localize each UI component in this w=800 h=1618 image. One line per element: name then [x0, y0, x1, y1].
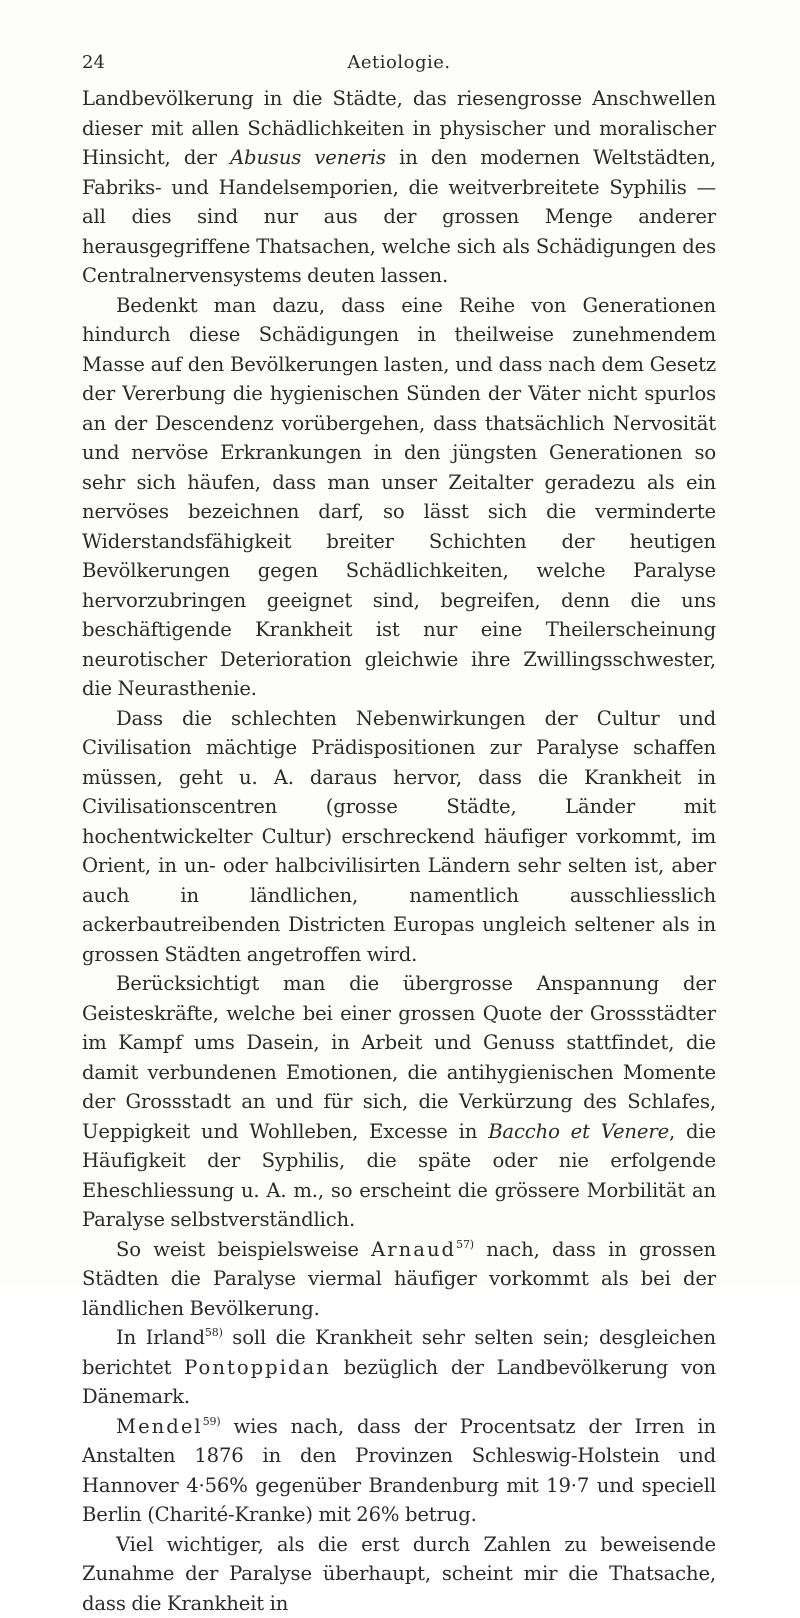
text-run: Bedenkt man dazu, dass eine Reihe von Generationen hindurch diese Schädigungen in theilweise zunehmendem Masse auf den Bevölkerungen lasten, und dass nach dem Gesetz der Vererbung die hygienischen Sünden der Väter nicht spurlos an der Descendenz vorübergehen, dass thatsächlich Nervosität und nervöse Erkrankungen in den jüngsten Generationen so sehr sich häufen, dass man unser Zeitalter geradezu als ein nervöses bezeichnen darf, so lässt sich die verminderte Widerstandsfähigkeit breiter Schichten der heutigen Bevölkerungen gegen Schädlichkeiten, welche Paralyse hervorzubringen geeignet sind, begreifen, denn die uns beschäftigende Krankheit ist nur eine Theilerscheinung neurotischer Deterioration gleichwie ihre Zwillingsschwester, die Neurasthenie.	[82, 294, 716, 701]
author-name: Mendel	[116, 1415, 203, 1438]
footnote-ref: 57)	[456, 1238, 474, 1251]
text-run: So weist beispielsweise	[116, 1238, 371, 1261]
footnote-ref: 59)	[203, 1415, 221, 1428]
paragraph	[82, 969, 716, 1235]
paragraph	[82, 1323, 716, 1412]
author-name: Pontoppidan	[184, 1356, 331, 1379]
author-name: Arnaud	[371, 1238, 456, 1261]
text-run: Dass die schlechten Nebenwirkungen der Cultur und Civilisation mächtige Prädispositionen zur Paralyse schaffen müssen, geht u. A. daraus hervor, dass die Krankheit in Civilisationscentren (grosse Städte, Länder mit hochentwickelter Cultur) erschreckend häufiger vorkommt, im Orient, in un- oder halbcivilisirten Ländern sehr selten ist, aber auch in ländlichen, namentlich ausschliesslich ackerbautreibenden Districten Europas ungleich seltener als in grossen Städten angetroffen wird.	[82, 707, 716, 966]
text-run: Berücksichtigt man die übergrosse Anspannung der Geisteskräfte, welche bei einer grossen Quote der Grossstädter im Kampf ums Dasein, in Arbeit und Genuss stattfindet, die damit verbundenen Emotionen, die antihygienischen Momente der Grossstadt an und für sich, die Verkürzung des Schlafes, Ueppigkeit und Wohlleben, Excesse in	[82, 972, 716, 1143]
italic-phrase: Baccho et Venere	[488, 1120, 669, 1143]
text-run: In Irland	[116, 1326, 205, 1349]
paragraph	[82, 1235, 716, 1324]
footnote-ref: 58)	[205, 1326, 223, 1339]
text-run: Landbevölkerung in die Städte, das riesengrosse Anschwellen dieser mit allen Schädlichkeiten in physischer und moralischer Hinsicht, der	[82, 87, 716, 169]
page-header	[82, 52, 716, 76]
paragraph	[82, 1412, 716, 1530]
text-run: , die Häufigkeit der Syphilis, die späte oder nie erfolgende Eheschliessung u. A. m., so erscheint die grössere Morbilität an Paralyse selbstverständlich.	[82, 1120, 716, 1232]
paragraph	[82, 704, 716, 970]
text-run: bezüglich der Landbevölkerung von Dänemark.	[82, 1356, 716, 1409]
body-text	[82, 84, 716, 1618]
text-run: Viel wichtiger, als die erst durch Zahlen zu beweisende Zunahme der Paralyse überhaupt, scheint mir die Thatsache, dass die Krankheit in	[82, 1533, 716, 1615]
page-number: 24	[82, 52, 105, 73]
paragraph	[82, 291, 716, 704]
text-run: soll die Krankheit sehr selten sein; desgleichen berichtet	[82, 1326, 716, 1379]
paragraph	[82, 1530, 716, 1618]
text-run: wies nach, dass der Procentsatz der Irren in Anstalten 1876 in den Provinzen Schleswig-Holstein und Hannover 4·56% gegenüber Brandenburg mit 19·7 und speciell Berlin (Charité-Kranke) mit 26% betrug.	[82, 1415, 716, 1527]
running-title: Aetiologie.	[82, 52, 716, 73]
text-run: in den modernen Weltstädten, Fabriks- und Handelsemporien, die weitverbreitete Syphilis — all dies sind nur aus der grossen Menge anderer herausgegriffene Thatsachen, welche sich als Schädigungen des Centralnervensystems deuten lassen.	[82, 146, 716, 287]
italic-phrase: Abusus veneris	[230, 146, 386, 169]
paragraph	[82, 84, 716, 291]
text-run: nach, dass in grossen Städten die Paralyse viermal häufiger vorkommt als bei der ländlichen Bevölkerung.	[82, 1238, 716, 1320]
